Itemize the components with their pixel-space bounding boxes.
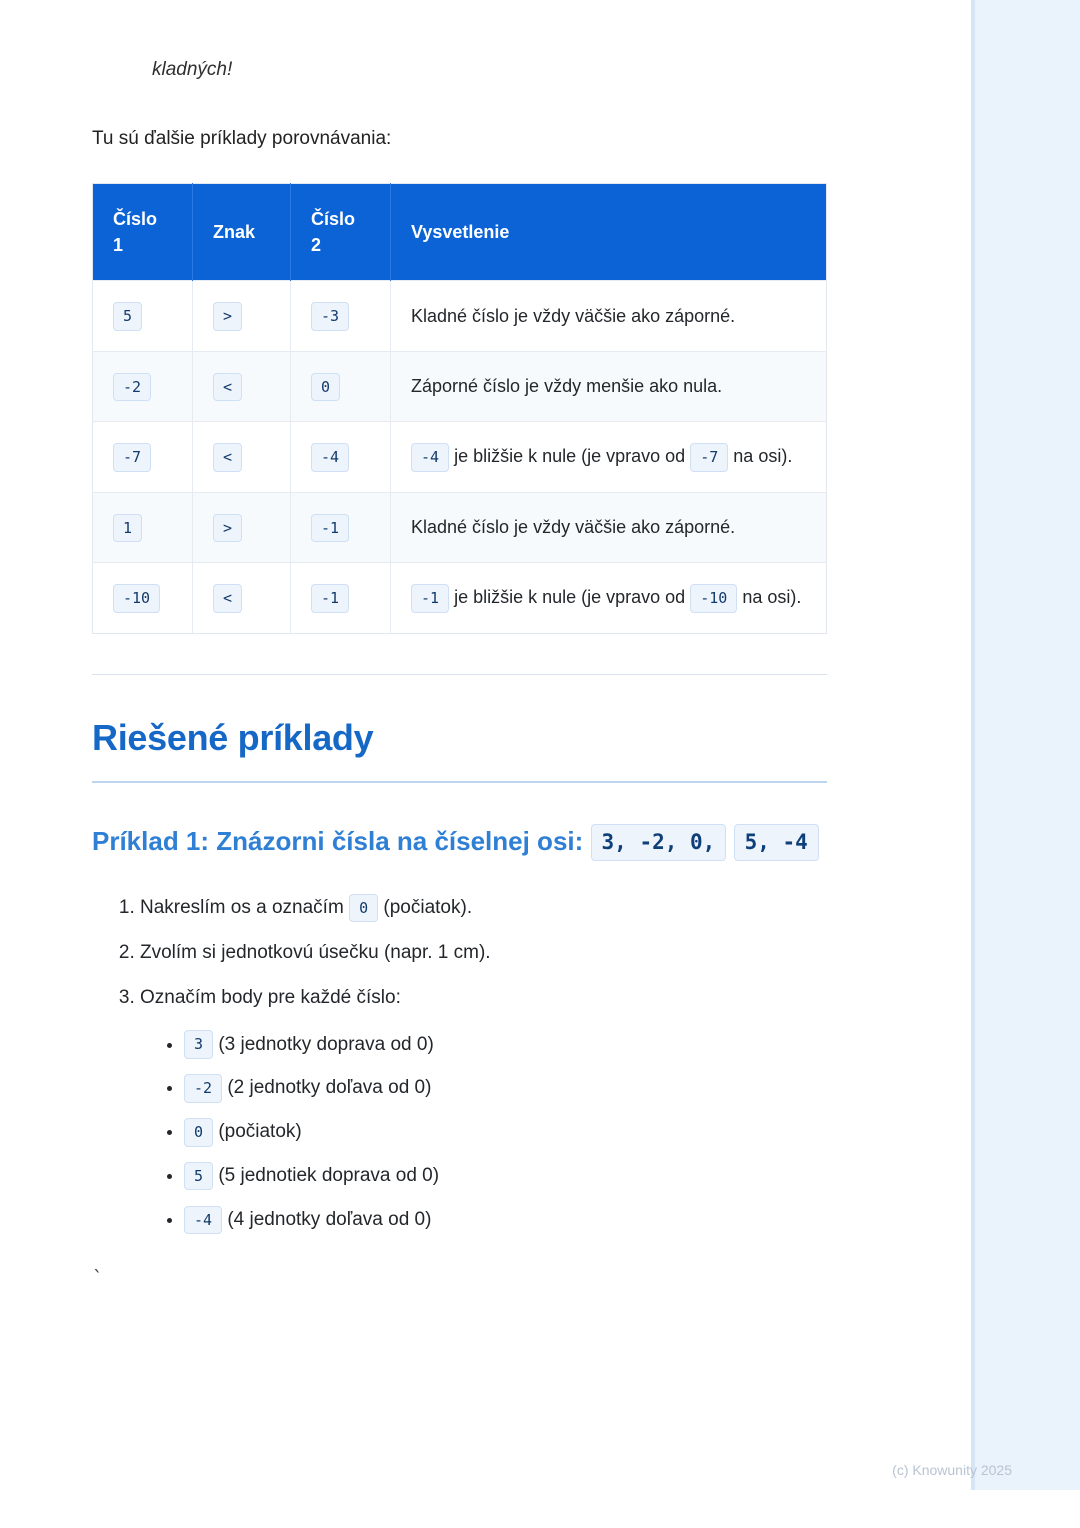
cell-explanation (391, 563, 827, 634)
steps-list (92, 889, 832, 1241)
bullet-chip: -4 (184, 1206, 222, 1235)
value-chip: 5 (113, 302, 142, 331)
list-item (184, 1111, 832, 1153)
section-divider (92, 674, 827, 675)
bullet-chip: 5 (184, 1162, 213, 1191)
cell-explanation (391, 351, 827, 422)
cell-number1 (93, 281, 193, 352)
sign-chip: < (213, 443, 242, 472)
value-chip: 1 (113, 514, 142, 543)
explanation-text: Záporné číslo je vždy menšie ako nula. (411, 376, 723, 397)
value-chip: -10 (113, 584, 160, 613)
example-title-text: Príklad 1: Znázorni čísla na číselnej osi: (92, 825, 584, 856)
explanation-chip-first: -1 (411, 584, 449, 613)
list-item (140, 979, 832, 1241)
value-chip: -1 (311, 584, 349, 613)
bullet-chip: -2 (184, 1074, 222, 1103)
sign-chip: < (213, 373, 242, 402)
column-header-explanation: Vysvetlenie (391, 184, 827, 281)
cell-sign (193, 281, 291, 352)
value-chip: -3 (311, 302, 349, 331)
cell-number2 (291, 422, 391, 493)
value-chip: -4 (311, 443, 349, 472)
list-item (184, 1067, 832, 1109)
trailing-code-marker: ` (92, 1266, 104, 1289)
sign-chip: < (213, 584, 242, 613)
table-row (93, 563, 827, 634)
cell-sign (193, 563, 291, 634)
table-row (93, 422, 827, 493)
value-chip: -1 (311, 514, 349, 543)
step-text: Zvolím si jednotkovú úsečku (napr. 1 cm). (140, 941, 491, 963)
bullet-chip: 3 (184, 1030, 213, 1059)
cell-number2 (291, 281, 391, 352)
explanation-chip-second: -7 (690, 443, 728, 472)
page-right-rail (975, 0, 1080, 1490)
table-row (93, 351, 827, 422)
cell-sign (193, 351, 291, 422)
list-item (140, 889, 832, 928)
explanation-text: Kladné číslo je vždy väčšie ako záporné. (411, 517, 736, 538)
explanation-text-tail: na osi). (733, 446, 793, 467)
cell-number2 (291, 563, 391, 634)
section-heading: Riešené príklady (92, 716, 374, 758)
sign-chip: > (213, 302, 242, 331)
document-content (92, 0, 832, 1289)
example-heading (92, 819, 832, 863)
explanation-chip-second: -10 (690, 584, 737, 613)
example-code-chip-line2: 5, -4 (734, 824, 819, 861)
step-text: Označím body pre každé číslo: (140, 986, 401, 1008)
cell-number2 (291, 492, 391, 563)
table-row (93, 281, 827, 352)
value-chip: -2 (113, 373, 151, 402)
sign-chip: > (213, 514, 242, 543)
bullet-list (140, 1024, 832, 1241)
value-chip: 0 (311, 373, 340, 402)
list-item (184, 1155, 832, 1197)
value-chip: -7 (113, 443, 151, 472)
cell-number1 (93, 351, 193, 422)
column-header-number1: Číslo 1 (93, 184, 193, 281)
intro-paragraph: Tu sú ďalšie príklady porovnávania: (92, 127, 392, 149)
list-item (184, 1024, 832, 1066)
step-chip: 0 (349, 894, 378, 923)
explanation-text: je bližšie k nule (je vpravo od (454, 446, 686, 467)
explanation-text: je bližšie k nule (je vpravo od (454, 587, 686, 608)
bullet-text: (počiatok) (218, 1121, 302, 1143)
comparison-table (92, 183, 827, 634)
explanation-text: Kladné číslo je vždy väčšie ako záporné. (411, 305, 736, 326)
bullet-text: (5 jednotiek doprava od 0) (218, 1165, 440, 1187)
bullet-text: (2 jednotky doľava od 0) (227, 1077, 432, 1099)
explanation-chip-first: -4 (411, 443, 449, 472)
table-header (93, 184, 827, 281)
cell-sign (193, 492, 291, 563)
cell-explanation (391, 281, 827, 352)
table-body (93, 281, 827, 634)
step-text-tail: (počiatok). (383, 896, 473, 918)
section-heading-underline (92, 781, 827, 783)
explanation-text-tail: na osi). (742, 587, 802, 608)
list-item (140, 934, 832, 973)
cell-explanation (391, 492, 827, 563)
example-code-chip-line1: 3, -2, 0, (591, 824, 727, 861)
cell-explanation (391, 422, 827, 493)
bullet-text: (3 jednotky doprava od 0) (218, 1033, 434, 1055)
step-text: Nakreslím os a označím (140, 896, 344, 918)
intro-italic-text: kladných! (152, 59, 233, 80)
bullet-chip: 0 (184, 1118, 213, 1147)
cell-number1 (93, 422, 193, 493)
table-row (93, 492, 827, 563)
footer-credit: (c) Knowunity 2025 (892, 1462, 1012, 1478)
cell-number2 (291, 351, 391, 422)
column-header-sign: Znak (193, 184, 291, 281)
list-item (184, 1199, 832, 1241)
cell-sign (193, 422, 291, 493)
bullet-text: (4 jednotky doľava od 0) (227, 1208, 432, 1230)
cell-number1 (93, 563, 193, 634)
table-header-row (93, 184, 827, 281)
column-header-number2: Číslo 2 (291, 184, 391, 281)
cell-number1 (93, 492, 193, 563)
